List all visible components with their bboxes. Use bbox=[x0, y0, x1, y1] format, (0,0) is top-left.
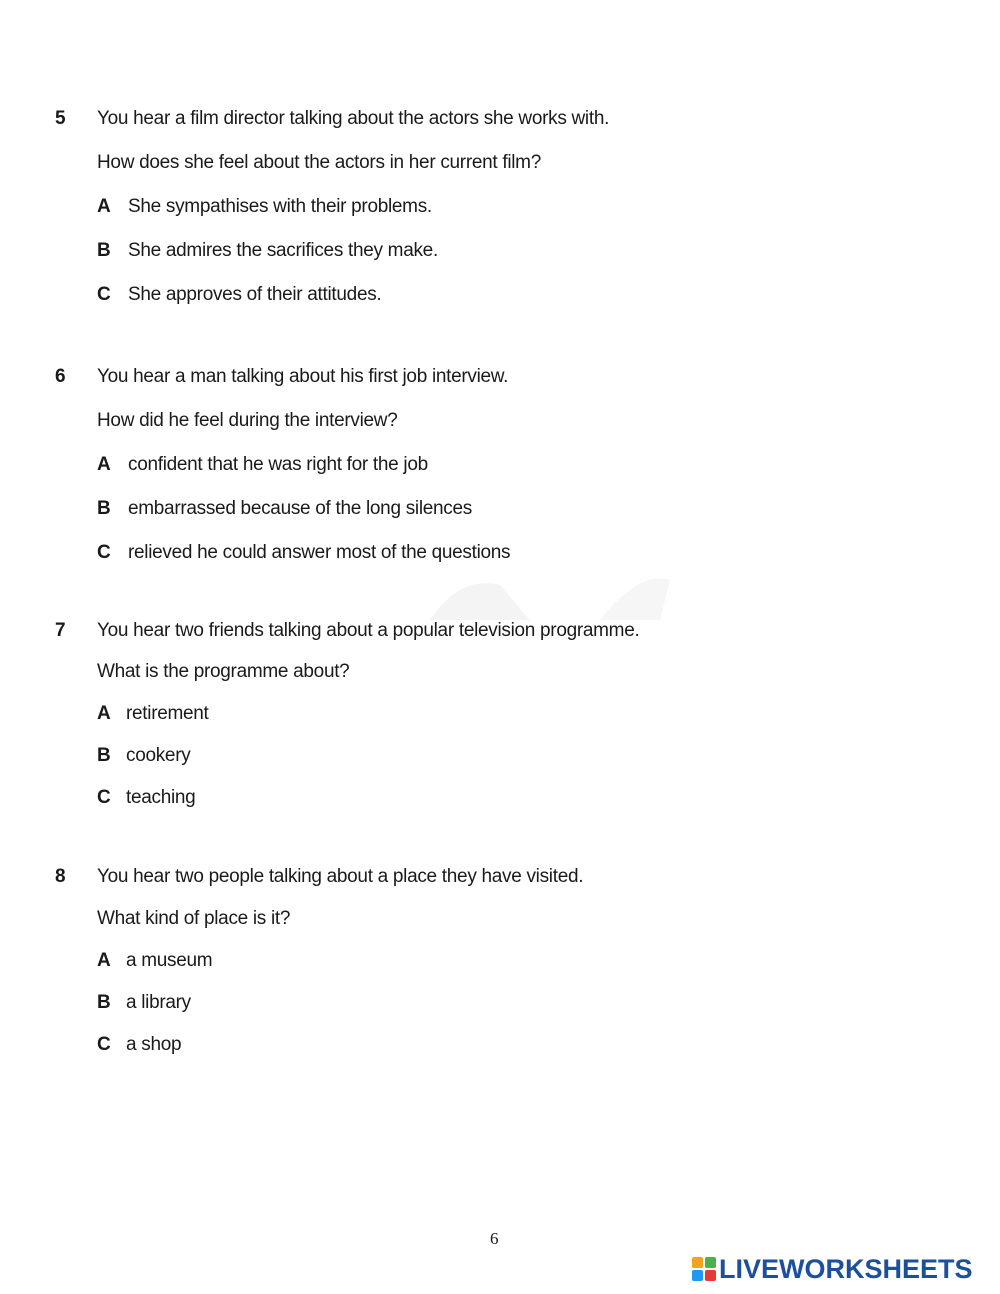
option-text: retirement bbox=[126, 703, 209, 724]
option-letter: B bbox=[97, 240, 111, 261]
question-text: What kind of place is it? bbox=[97, 908, 291, 929]
option-letter: B bbox=[97, 498, 111, 519]
liveworksheets-logo[interactable] bbox=[692, 1253, 973, 1285]
option-b[interactable] bbox=[97, 745, 190, 767]
option-text: embarrassed because of the long silences bbox=[128, 498, 472, 519]
question-prompt: You hear a film director talking about the actors she works with. bbox=[97, 108, 610, 129]
option-text: She admires the sacrifices they make. bbox=[128, 240, 438, 261]
option-letter: C bbox=[97, 542, 111, 563]
option-text: teaching bbox=[126, 787, 196, 808]
option-letter: C bbox=[97, 1034, 111, 1055]
option-a[interactable] bbox=[97, 454, 428, 476]
option-text: a library bbox=[126, 992, 191, 1013]
option-letter: C bbox=[97, 284, 111, 305]
option-letter: C bbox=[97, 787, 111, 808]
option-letter: A bbox=[97, 703, 111, 724]
option-c[interactable] bbox=[97, 542, 510, 564]
question-number: 5 bbox=[55, 108, 66, 129]
option-text: cookery bbox=[126, 745, 191, 766]
question-text: What is the programme about? bbox=[97, 661, 350, 682]
option-text: a shop bbox=[126, 1034, 182, 1055]
option-a[interactable] bbox=[97, 196, 432, 218]
option-c[interactable] bbox=[97, 787, 195, 809]
option-b[interactable] bbox=[97, 498, 472, 520]
question-prompt: You hear two people talking about a place they have visited. bbox=[97, 866, 584, 887]
option-letter: B bbox=[97, 992, 111, 1013]
option-letter: B bbox=[97, 745, 111, 766]
question-number: 8 bbox=[55, 866, 66, 887]
option-a[interactable] bbox=[97, 703, 209, 725]
option-text: a museum bbox=[126, 950, 213, 971]
question-number: 7 bbox=[55, 620, 66, 641]
option-c[interactable] bbox=[97, 284, 381, 306]
option-a[interactable] bbox=[97, 950, 212, 972]
question-prompt: You hear two friends talking about a popular television programme. bbox=[97, 620, 640, 641]
logo-text: LIVEWORKSHEETS bbox=[719, 1253, 973, 1284]
question-text: How did he feel during the interview? bbox=[97, 410, 398, 431]
page-number: 6 bbox=[490, 1229, 499, 1248]
option-text: She sympathises with their problems. bbox=[128, 196, 432, 217]
option-letter: A bbox=[97, 196, 111, 217]
option-c[interactable] bbox=[97, 1034, 181, 1056]
option-letter: A bbox=[97, 454, 111, 475]
option-b[interactable] bbox=[97, 240, 438, 262]
question-number: 6 bbox=[55, 366, 66, 387]
question-prompt: You hear a man talking about his first job interview. bbox=[97, 366, 509, 387]
question-text: How does she feel about the actors in her current film? bbox=[97, 152, 541, 173]
liveworksheets-logo-icon bbox=[692, 1257, 716, 1281]
option-text: She approves of their attitudes. bbox=[128, 284, 382, 305]
option-text: confident that he was right for the job bbox=[128, 454, 428, 475]
option-b[interactable] bbox=[97, 992, 191, 1014]
option-text: relieved he could answer most of the questions bbox=[128, 542, 511, 563]
option-letter: A bbox=[97, 950, 111, 971]
watermark-shape bbox=[420, 565, 680, 625]
